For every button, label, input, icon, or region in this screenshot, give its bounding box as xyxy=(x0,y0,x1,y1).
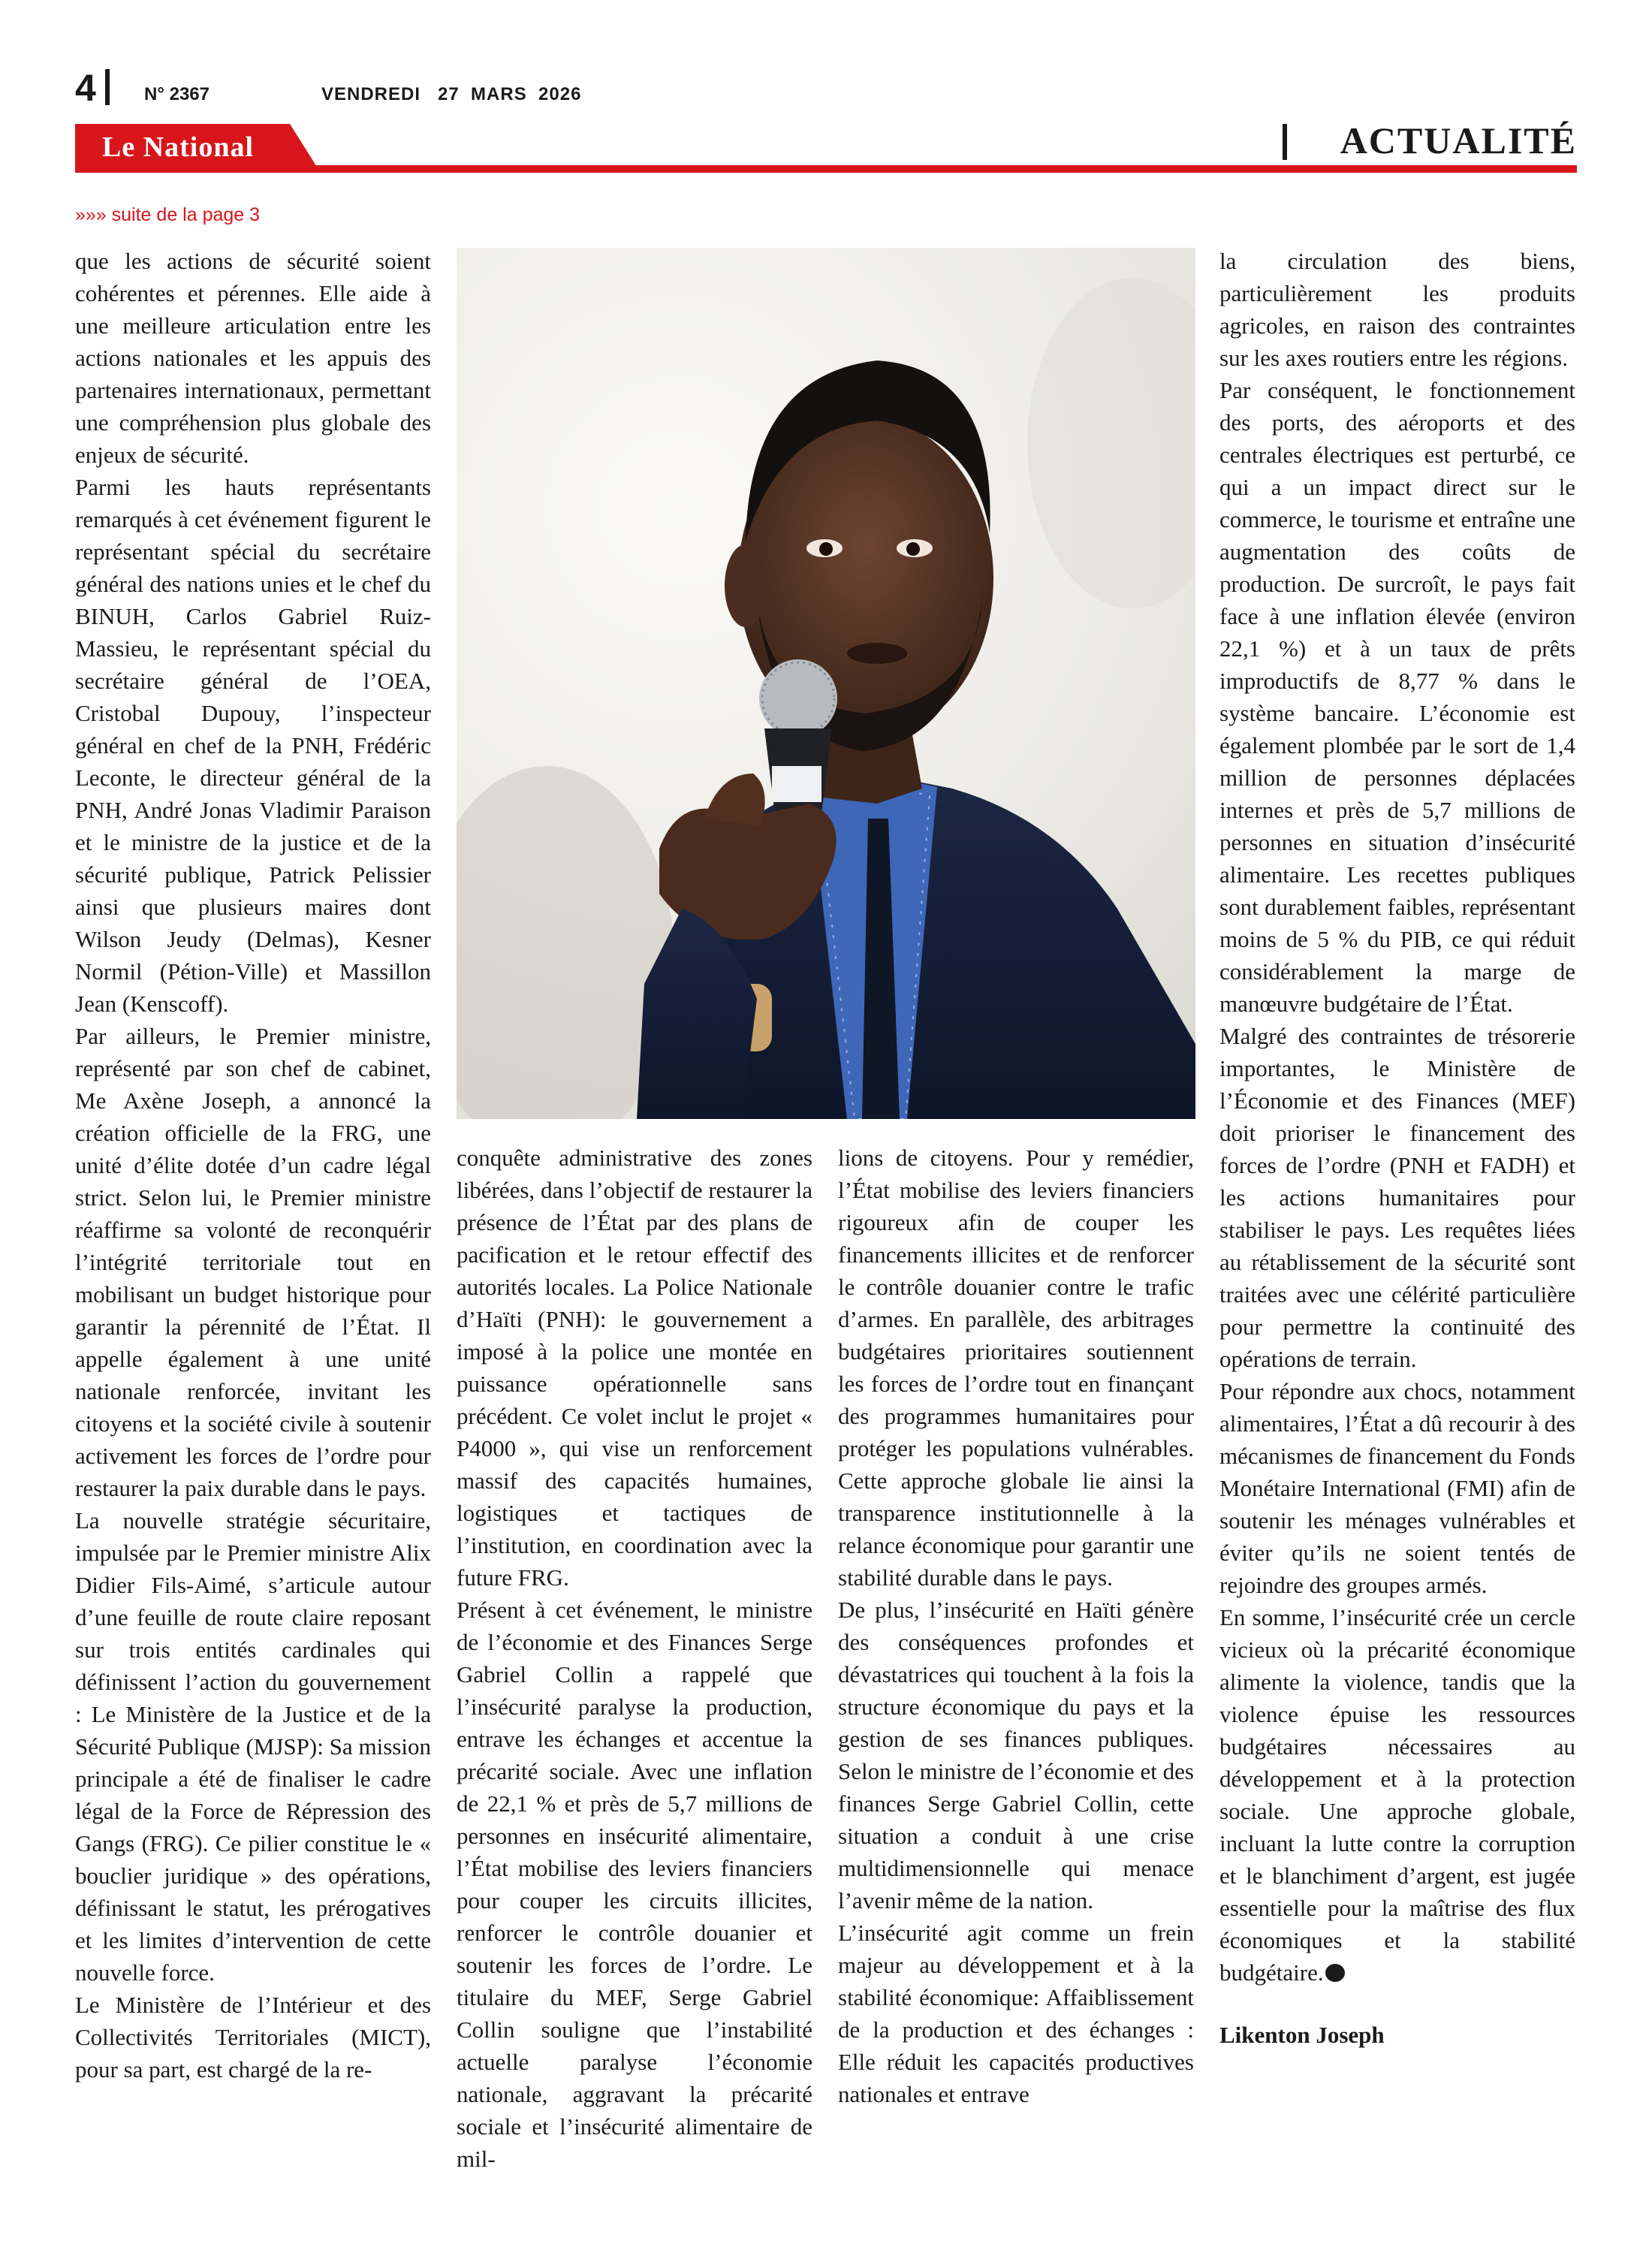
speaker-photo-illustration xyxy=(457,248,1195,1119)
header-divider xyxy=(105,69,110,105)
paragraph: La nouvelle stratégie sécuritaire, impulsée par le Premier ministre Alix Didier Fils-Aimé, s’articule autour d’une feuille de route claire reposant sur trois entités cardinales qui définissent l’action du gouvernement : Le Ministère de la Justice et de la Sécurité Publique (MJSP): Sa mission principale a été de finaliser le cadre légal de la Force de Répression des Gangs (FRG). Ce pilier constitue le « bouclier juridique » des opérations, définissant le statut, les prérogatives et les limites d’intervention de cette nouvelle force. xyxy=(75,1507,431,1986)
article-column-4 xyxy=(1219,245,1575,2051)
paragraph: Présent à cet événement, le ministre de l’économie et des Finances Serge Gabriel Collin a rappelé que l’insécurité paralyse la production, entrave les échanges et accentue la précarité sociale. Avec une inflation de 22,1 % et près de 5,7 millions de personnes en insécurité alimentaire, l’État mobilise des leviers financiers pour couper les circuits illicites, renforcer le contrôle douanier et soutenir les forces de l’ordre. Le titulaire du MEF, Serge Gabriel Collin souligne que l’instabilité actuelle paralyse l’économie nationale, aggravant la précarité sociale et l’insécurité alimentaire de mil- xyxy=(457,1597,812,2172)
header-rule xyxy=(75,165,1577,173)
article-column-3 xyxy=(838,1142,1194,2110)
paragraph-text: En somme, l’insécurité crée un cercle vicieux où la précarité économique alimente la violence, tandis que la violence épuise les ressources budgétaires nécessaires au développement et à la protection sociale. Une approche globale, incluant la lutte contre la corruption et le blanchiment d’argent, est jugée essentielle pour la maîtrise des flux économiques et la stabilité budgétaire. xyxy=(1219,1604,1575,1986)
issue-number: N° 2367 xyxy=(144,84,210,104)
paragraph: Pour répondre aux chocs, notamment alimentaires, l’État a dû recourir à des mécanismes de financement du Fonds Monétaire International (FMI) afin de soutenir les ménages vulnérables et éviter qu’ils ne soient tentés de rejoindre des groupes armés. xyxy=(1219,1378,1575,1598)
final-paragraph xyxy=(1219,1601,1575,1989)
issue-date: VENDREDI 27 MARS 2026 xyxy=(321,84,582,104)
paragraph: Le Ministère de l’Intérieur et des Collectivités Territoriales (MICT), pour sa part, est chargé de la re- xyxy=(75,1992,431,2083)
paragraph: Par ailleurs, le Premier ministre, représenté par son chef de cabinet, Me Axène Joseph, a annoncé la création officielle de la FRG, une unité d’élite dotée d’un cadre légal strict. Selon lui, le Premier ministre réaffirme sa volonté de reconquérir l’intégrité territoriale tout en mobilisant un budget historique pour garantir la pérennité de l’État. Il appelle également à une unité nationale renforcée, invitant les citoyens et la société civile à soutenir activement les forces de l’ordre pour restaurer la paix durable dans le pays. xyxy=(75,1023,431,1501)
paragraph: Par conséquent, le fonctionnement des ports, des aéroports et des centrales électriques est perturbé, ce qui a un impact direct sur le commerce, le tourisme et entraîne une augmentation des coûts de production. De surcroît, le pays fait face à une inflation élevée (environ 22,1 %) et à un taux de prêts improductifs de 8,77 % dans le système bancaire. L’économie est également plombée par le sort de 1,4 million de personnes déplacées internes et près de 5,7 millions de personnes en situation d’insécurité alimentaire. Les recettes publiques sont durablement faibles, représentant moins de 5 % du PIB, ce qui réduit considérablement la marge de manœuvre budgétaire de l’État. xyxy=(1219,377,1575,1017)
section-title: ACTUALITÉ xyxy=(1340,119,1577,161)
article-column-2 xyxy=(457,1142,812,2175)
speaker-photo xyxy=(457,248,1195,1119)
paragraph: Malgré des contraintes de trésorerie importantes, le Ministère de l’Économie et des Finances (MEF) doit prioriser le financement des forces de l’ordre (PNH et FADH) et les actions humanitaires pour stabiliser le pays. Les requêtes liées au rétablissement de la sécurité sont traitées avec une célérité particulière pour permettre la continuité des opérations de terrain. xyxy=(1219,1023,1575,1372)
paragraph: la circulation des biens, particulièrement les produits agricoles, en raison des contraintes sur les axes routiers entre les régions. xyxy=(1219,248,1575,371)
paragraph: L’insécurité agit comme un frein majeur au développement et à la stabilité économique: Affaiblissement de la production et des échanges : Elle réduit les capacités productives nationales et entrave xyxy=(838,1920,1194,2107)
paragraph: lions de citoyens. Pour y remédier, l’État mobilise des leviers financiers rigoureux afin de couper les financements illicites et de renforcer le contrôle douanier contre le trafic d’armes. En parallèle, des arbitrages budgétaires prioritaires soutiennent les forces de l’ordre tout en finançant des programmes humanitaires pour protéger les populations vulnérables. Cette approche globale lie ainsi la transparence institutionnelle à la relance économique pour garantir une stabilité durable dans le pays. xyxy=(838,1145,1194,1591)
paragraph: De plus, l’insécurité en Haïti génère des conséquences profondes et dévastatrices qui touchent à la fois la structure économique du pays et la gestion de ses finances publiques. Selon le ministre de l’économie et des finances Serge Gabriel Collin, cette situation a conduit à une crise multidimensionnelle qui menace l’avenir même de la nation. xyxy=(838,1597,1194,1914)
section-divider xyxy=(1283,124,1287,160)
continuation-note: »»» suite de la page 3 xyxy=(75,204,261,225)
page-number: 4 xyxy=(75,67,97,109)
paragraph: que les actions de sécurité soient cohérentes et pérennes. Elle aide à une meilleure articulation entre les actions nationales et les appuis des partenaires internationaux, permettant une compréhension plus globale des enjeux de sécurité. xyxy=(75,248,431,468)
article-column-1 xyxy=(75,245,431,2086)
newspaper-logo: Le National xyxy=(102,131,255,163)
byline: Likenton Joseph xyxy=(1219,2022,1385,2048)
end-of-article-icon xyxy=(1325,1964,1345,1982)
paragraph: Parmi les hauts représentants remarqués à cet événement figurent le représentant spécial du secrétaire général des nations unies et le chef du BINUH, Carlos Gabriel Ruiz-Massieu, le représentant spécial du secrétaire général de l’OEA, Cristobal Dupouy, l’inspecteur général en chef de la PNH, Frédéric Leconte, le directeur général de la PNH, André Jonas Vladimir Paraison et le ministre de la justice et de la sécurité publique, Patrick Pelissier ainsi que plusieurs maires dont Wilson Jeudy (Delmas), Kesner Normil (Pétion-Ville) et Massillon Jean (Kenscoff). xyxy=(75,474,431,1017)
paragraph: conquête administrative des zones libérées, dans l’objectif de restaurer la présence de l’État par des plans de pacification et le retour effectif des autorités locales. La Police Nationale d’Haïti (PNH): le gouvernement a imposé à la police une montée en puissance opérationnelle sans précédent. Ce volet inclut le projet « P4000 », qui vise un renforcement massif des capacités humaines, logistiques et tactiques de l’institution, en coordination avec la future FRG. xyxy=(457,1145,812,1591)
